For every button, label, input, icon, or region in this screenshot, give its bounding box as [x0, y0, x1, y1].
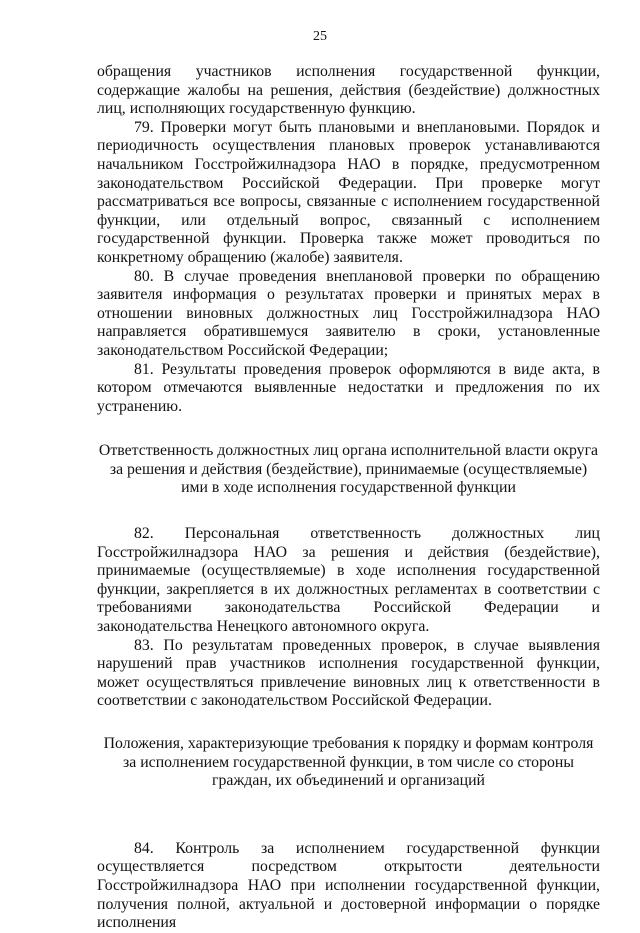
page-number: 25 [313, 29, 327, 44]
document-body [97, 63, 600, 933]
section-heading-control-provisions: Положения, характеризующие требования к порядку и формам контроля за исполнением государственной функции, в том числе со стороны граждан, их объединений и организаций [103, 735, 594, 790]
section-heading-responsibility: Ответственность должностных лиц органа исполнительной власти округа за решения и действия (бездействие), принимаемые (осуществляемые) ими в ходе исполнения государственной функции [98, 442, 599, 497]
paragraph-83: 83. По результатам проведенных проверок, в случае выявления нарушений прав участников исполнения государственной функции, может осуществляться привлечение виновных лиц к ответственности в соответствии с законодательством Российской Федерации. [97, 636, 600, 710]
paragraph-80: 80. В случае проведения внеплановой проверки по обращению заявителя информация о результатах проверки и принятых мерах в отношении виновных должностных лиц Госстройжилнадзора НАО направляется обратившемуся заявителю в сроки, установленные законодательством Российской Федерации; [97, 267, 600, 359]
paragraph-82: 82. Персональная ответственность должностных лиц Госстройжилнадзора НАО за решения и действия (бездействие), принимаемые (осуществляемые) в ходе исполнения государственной функции, закрепляется в их должностных регламентах в соответствии с требованиями законодательства Российской Федерации и законодательства Ненецкого автономного округа. [97, 525, 600, 636]
paragraph-continuation: обращения участников исполнения государственной функции, содержащие жалобы на решения, действия (бездействие) должностных лиц, исполняющих государственную функцию. [97, 63, 600, 118]
paragraph-81: 81. Результаты проведения проверок оформляются в виде акта, в котором отмечаются выявленные недостатки и предложения по их устранению. [97, 360, 600, 415]
paragraph-84: 84. Контроль за исполнением государственной функции осуществляется посредством открытости деятельности Госстройжилнадзора НАО при исполнении государственной функции, получения полной, актуальной и достоверной информации о порядке исполнения [97, 839, 600, 932]
paragraph-79: 79. Проверки могут быть плановыми и внеплановыми. Порядок и периодичность осуществления плановых проверок устанавливаются начальником Госстройжилнадзора НАО в порядке, предусмотренном законодательством Российской Федерации. При проверке могут рассматриваться все вопросы, связанные с исполнением государственной функции, или отдельный вопрос, связанный с исполнением государственной функции. Проверка также может проводиться по конкретному обращению (жалобе) заявителя. [97, 118, 600, 266]
